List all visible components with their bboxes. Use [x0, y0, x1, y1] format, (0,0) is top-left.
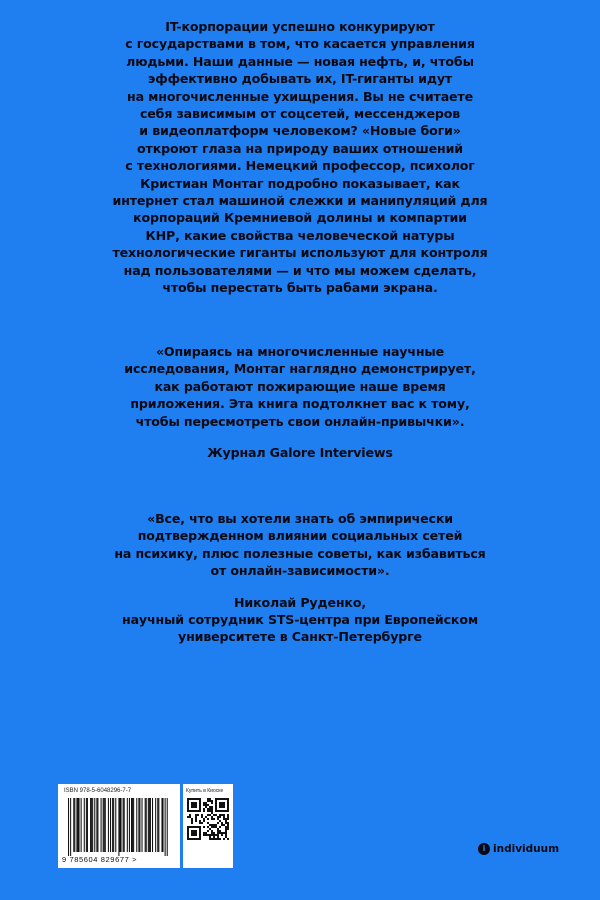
publisher-mark-letter: i: [482, 844, 486, 853]
attribution-line: Николай Руденко,: [234, 594, 366, 610]
annotation-line: с технологиями. Немецкий профессор, психолог: [125, 158, 475, 174]
annotation-line: корпораций Кремниевой долины и компартии: [133, 210, 467, 226]
review-quote-galore: [40, 343, 560, 461]
barcode-icon: [68, 798, 170, 856]
annotation-line: эффективно добывать их, IT-гиганты идут: [147, 71, 453, 87]
quote-text: [40, 510, 560, 580]
isbn-label: ISBN 978-5-6048296-7-7: [64, 788, 132, 794]
annotation-line: КНР, какие свойства человеческой натуры: [145, 227, 455, 243]
annotation-line: и видеоплатформ человеком? «Новые боги»: [139, 123, 461, 139]
annotation-line: на многочисленные ухищрения. Вы не считаете: [127, 88, 473, 104]
attribution-line: научный сотрудник STS-центра при Европейском: [122, 612, 478, 628]
annotation-line: IT-корпорации успешно конкурируют: [165, 19, 435, 34]
qr-caption: Купить в Киоске: [186, 788, 224, 794]
annotation-line: над пользователями — и что мы можем сделать,: [123, 262, 477, 278]
annotation-line: себя зависимым от соцсетей, мессенджеров: [139, 106, 461, 122]
quote-line: чтобы пересмотреть свои онлайн-привычки».: [135, 413, 465, 429]
attribution-line: Журнал Galore Interviews: [207, 445, 393, 461]
quote-attribution: [40, 594, 560, 646]
quote-line: на психику, плюс полезные советы, как избавиться: [114, 545, 486, 561]
quote-line: от онлайн-зависимости».: [210, 563, 390, 579]
annotation-line: Кристиан Монтаг подробно показывает, как: [140, 175, 460, 191]
annotation-line: технологические гиганты используют для контроля: [112, 245, 488, 261]
qr-code-panel: [183, 784, 233, 868]
quote-attribution: [40, 444, 560, 461]
quote-line: подтвержденном влиянии социальных сетей: [137, 528, 463, 544]
publisher-logo: [478, 843, 559, 855]
annotation-line: людьми. Наши данные — новая нефть, и, чтобы: [126, 53, 474, 69]
annotation-line: откроют глаза на природу ваших отношений: [137, 140, 463, 156]
quote-line: приложения. Эта книга подтолкнет вас к тому,: [130, 396, 470, 412]
quote-text: [40, 343, 560, 430]
annotation-line: чтобы перестать быть рабами экрана.: [162, 280, 438, 296]
quote-line: исследования, Монтаг наглядно демонстрирует,: [124, 361, 476, 377]
isbn-barcode: [58, 784, 180, 868]
attribution-line: университете в Санкт-Петербурге: [178, 629, 422, 645]
isbn-digits: 9 785604 829677 >: [62, 855, 138, 864]
annotation-line: с государствами в том, что касается управления: [125, 36, 475, 52]
annotation-line: интернет стал машиной слежки и манипуляций для: [112, 193, 488, 209]
annotation-text: [40, 18, 560, 297]
quote-line: как работают пожирающие наше время: [154, 378, 446, 394]
review-quote-rudenko: [40, 510, 560, 646]
publisher-mark-icon: [478, 843, 490, 855]
quote-line: «Все, что вы хотели знать об эмпирически: [147, 511, 453, 526]
quote-line: «Опираясь на многочисленные научные: [155, 344, 445, 359]
qr-code-icon: [187, 798, 229, 840]
publisher-name: individuum: [493, 843, 560, 855]
